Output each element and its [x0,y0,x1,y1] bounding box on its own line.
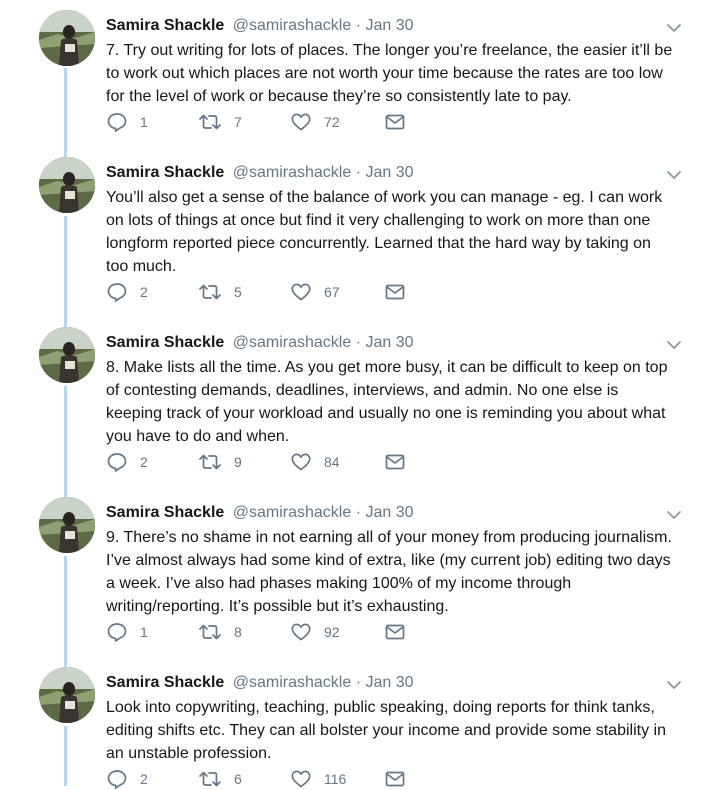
tweet-header [106,673,414,693]
retweet-button[interactable] [198,111,242,133]
chevron-down-icon[interactable] [666,168,682,180]
tweet-date[interactable]: Jan 30 [365,334,414,351]
tweet-text [106,186,686,278]
reply-icon [106,281,128,303]
separator: · [355,164,362,181]
like-count: 67 [324,284,340,300]
tweet[interactable] [0,10,723,140]
tweet-text-line: 8. Make lists all the time. As you get more busy, it can be difficult to keep on top [106,359,668,376]
tweet-text-line: of contesting demands, deadlines, interviews, and admin. No one else is [106,382,619,399]
retweet-icon [198,621,222,643]
author-handle[interactable]: @samirashackle [232,334,352,351]
reply-count: 1 [140,114,148,130]
tweet-text-line: 7. Try out writing for lots of places. The longer you’re freelance, the easier it’ll be [106,42,673,59]
tweet[interactable] [0,497,723,657]
retweet-count: 9 [234,454,242,470]
envelope-icon [384,621,406,643]
avatar[interactable] [39,327,95,383]
direct-message-button[interactable] [384,768,406,790]
heart-icon [290,451,312,473]
reply-icon [106,768,128,790]
reply-button[interactable] [106,451,148,473]
avatar[interactable] [39,157,95,213]
reply-icon [106,621,128,643]
tweet-text-line: 9. There’s no shame in not earning all of your money from producing journalism. [106,529,672,546]
envelope-icon [384,768,406,790]
chevron-down-icon[interactable] [666,678,682,690]
envelope-icon [384,111,406,133]
avatar[interactable] [39,667,95,723]
retweet-count: 6 [234,771,242,787]
tweet-date[interactable]: Jan 30 [365,164,414,181]
like-button[interactable] [290,451,340,473]
direct-message-button[interactable] [384,111,406,133]
heart-icon [290,621,312,643]
reply-count: 2 [140,284,148,300]
tweet-text-line: You’ll also get a sense of the balance of work you can manage - eg. I can work [106,189,663,206]
tweet-text-line: longform reported piece concurrently. Learned that the hard way by taking on [106,235,651,252]
retweet-button[interactable] [198,768,242,790]
like-button[interactable] [290,111,340,133]
tweet-header [106,333,414,353]
reply-icon [106,111,128,133]
separator: · [355,504,362,521]
tweet-text [106,696,686,765]
author-name[interactable]: Samira Shackle [106,674,225,691]
tweet-text-line: an unstable profession. [106,745,272,762]
avatar[interactable] [39,10,95,66]
tweet-text [106,356,686,448]
heart-icon [290,768,312,790]
avatar[interactable] [39,497,95,553]
retweet-icon [198,111,222,133]
reply-button[interactable] [106,111,148,133]
direct-message-button[interactable] [384,621,406,643]
tweet-text-line: you have to do and when. [106,428,290,445]
separator: · [355,17,362,34]
retweet-button[interactable] [198,281,242,303]
like-count: 116 [324,771,347,787]
retweet-count: 8 [234,624,242,640]
reply-count: 2 [140,454,148,470]
like-button[interactable] [290,621,340,643]
retweet-button[interactable] [198,451,242,473]
author-name[interactable]: Samira Shackle [106,334,225,351]
tweet-text-line: writing/reporting. It’s possible but it’s exhausting. [106,598,449,615]
like-count: 84 [324,454,340,470]
tweet-date[interactable]: Jan 30 [365,504,414,521]
author-handle[interactable]: @samirashackle [232,17,352,34]
like-count: 92 [324,624,340,640]
tweet-text-line: on lots of things at once but find it very challenging to work on more than one [106,212,651,229]
retweet-icon [198,281,222,303]
tweet-date[interactable]: Jan 30 [365,17,414,34]
tweet-date[interactable]: Jan 30 [365,674,414,691]
reply-count: 1 [140,624,148,640]
separator: · [355,334,362,351]
tweet-header [106,163,414,183]
tweet-text-line: I’ve almost always had some kind of extra, like (my current job) editing two days [106,552,671,569]
tweet-text-line: to work out which places are not worth your time because the rates are too low [106,65,663,82]
retweet-icon [198,451,222,473]
reply-button[interactable] [106,281,148,303]
like-button[interactable] [290,768,346,790]
heart-icon [290,281,312,303]
reply-count: 2 [140,771,148,787]
tweet-text-line: too much. [106,258,177,275]
tweet-text-line: Look into copywriting, teaching, public speaking, doing reports for think tanks, [106,699,655,716]
envelope-icon [384,281,406,303]
tweet-text [106,526,686,618]
separator: · [355,674,362,691]
reply-icon [106,451,128,473]
chevron-down-icon[interactable] [666,508,682,520]
retweet-button[interactable] [198,621,242,643]
retweet-count: 5 [234,284,242,300]
author-handle[interactable]: @samirashackle [232,504,352,521]
like-count: 72 [324,114,340,130]
direct-message-button[interactable] [384,451,406,473]
author-handle[interactable]: @samirashackle [232,164,352,181]
tweet[interactable] [0,157,723,317]
author-name[interactable]: Samira Shackle [106,164,225,181]
reply-button[interactable] [106,768,148,790]
reply-button[interactable] [106,621,148,643]
chevron-down-icon[interactable] [666,338,682,350]
chevron-down-icon[interactable] [666,21,682,33]
tweet-text-line: a week. I’ve also had phases making 100% of my income through [106,575,572,592]
tweet[interactable] [0,667,723,787]
tweet-text-line: keeping track of your workload and usually no one is reminding you about what [106,405,666,422]
retweet-icon [198,768,222,790]
like-button[interactable] [290,281,340,303]
tweet-text-line: editing shifts etc. They can all bolster your income and provide some stability in [106,722,666,739]
retweet-count: 7 [234,114,242,130]
tweet-text [106,39,686,108]
tweet[interactable] [0,327,723,487]
tweet-header [106,16,414,36]
heart-icon [290,111,312,133]
author-name[interactable]: Samira Shackle [106,504,225,521]
author-name[interactable]: Samira Shackle [106,17,225,34]
envelope-icon [384,451,406,473]
tweet-text-line: for the level of work or because they’re so consistently late to pay. [106,88,572,105]
tweet-header [106,503,414,523]
author-handle[interactable]: @samirashackle [232,674,352,691]
direct-message-button[interactable] [384,281,406,303]
